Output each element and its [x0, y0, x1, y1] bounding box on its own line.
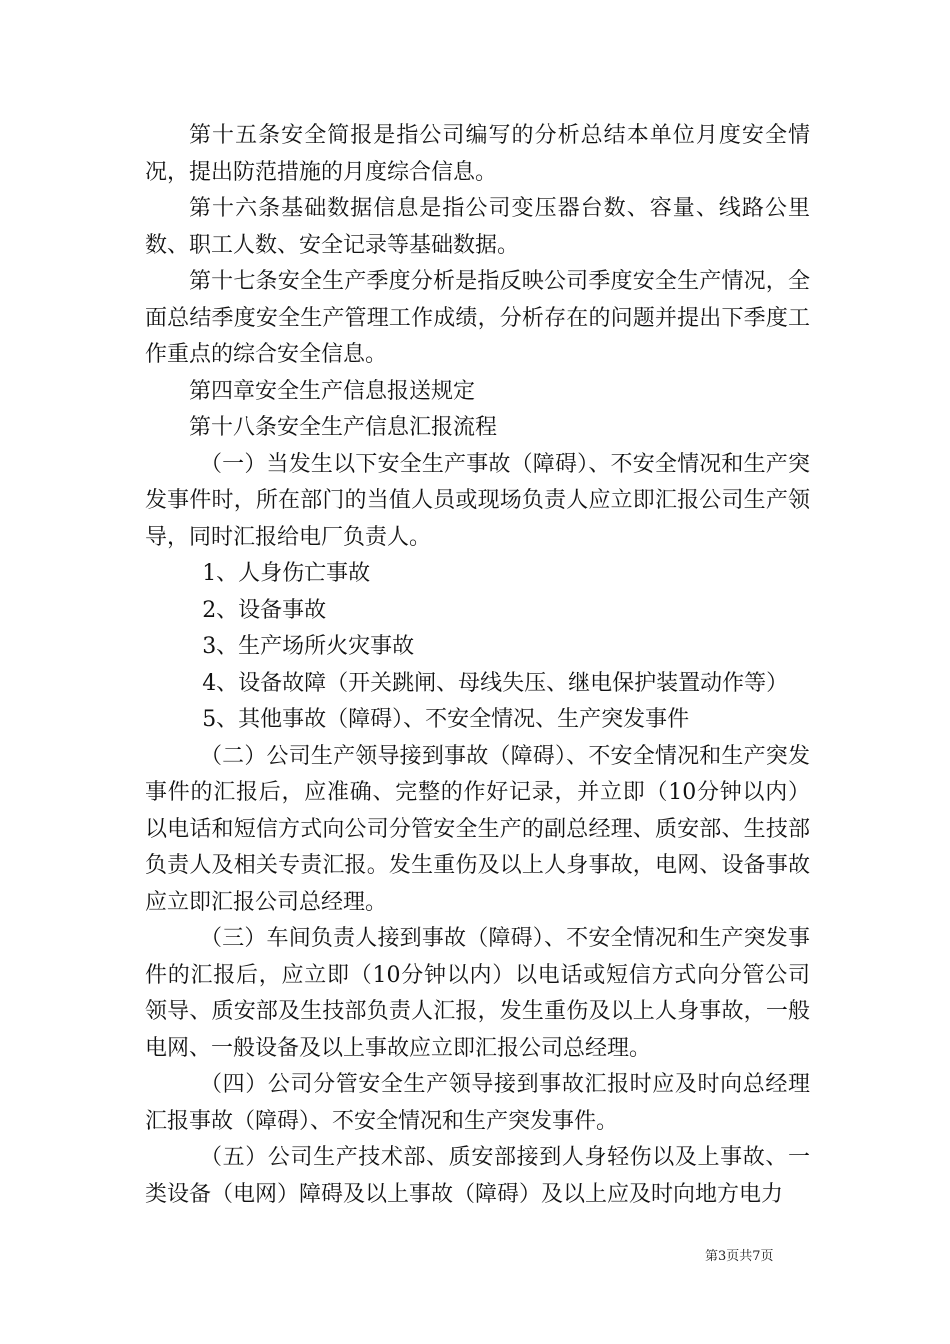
list-item: 1、人身伤亡事故: [202, 561, 371, 586]
clause-3-paragraph: （三）车间负责人接到事故（障碍）、不安全情况和生产突发事件的汇报后，应立即（10分钟以内）以电话或短信方式向分管公司领导、质安部及生技部负责人汇报，发生重伤及以上人身事故，一般电网、一般设备及以上事故应立即汇报公司总经理。: [145, 926, 810, 1061]
list-item: 4、设备故障（开关跳闸、母线失压、继电保护装置动作等）: [202, 670, 789, 696]
list-item: 2、设备事故: [202, 597, 327, 623]
page-number-footer: 第3页共7页: [705, 1249, 774, 1264]
clause-4-paragraph: （四）公司分管安全生产领导接到事故汇报时应及时向总经理汇报事故（障碍）、不安全情况和生产突发事件。: [145, 1072, 810, 1134]
chapter-4-heading: 第四章安全生产信息报送规定: [189, 378, 476, 404]
list-item: 3、生产场所火灾事故: [202, 634, 415, 659]
document-body: [145, 118, 810, 1213]
article-15-paragraph: 第十五条安全简报是指公司编写的分析总结本单位月度安全情况，提出防范措施的月度综合信息。: [145, 123, 810, 185]
clause-1-paragraph: （一）当发生以下安全生产事故（障碍）、不安全情况和生产突发事件时，所在部门的当值人员或现场负责人应立即汇报公司生产领导，同时汇报给电厂负责人。: [145, 451, 810, 550]
clause-2-paragraph: （二）公司生产领导接到事故（障碍）、不安全情况和生产突发事件的汇报后，应准确、完整的作好记录，并立即（10分钟以内）以电话和短信方式向公司分管安全生产的副总经理、质安部、生技部负责人及相关专责汇报。发生重伤及以上人身事故，电网、设备事故应立即汇报公司总经理。: [145, 743, 810, 915]
list-item: 5、其他事故（障碍）、不安全情况、生产突发事件: [202, 707, 690, 732]
clause-5-paragraph: （五）公司生产技术部、质安部接到人身轻伤以及上事故、一类设备（电网）障碍及以上事故（障碍）及以上应及时向地方电力: [145, 1145, 810, 1207]
article-16-paragraph: 第十六条基础数据信息是指公司变压器台数、容量、线路公里数、职工人数、安全记录等基础数据。: [145, 196, 810, 258]
article-17-paragraph: 第十七条安全生产季度分析是指反映公司季度安全生产情况，全面总结季度安全生产管理工作成绩，分析存在的问题并提出下季度工作重点的综合安全信息。: [145, 269, 810, 367]
article-18-heading: 第十八条安全生产信息汇报流程: [189, 415, 498, 440]
